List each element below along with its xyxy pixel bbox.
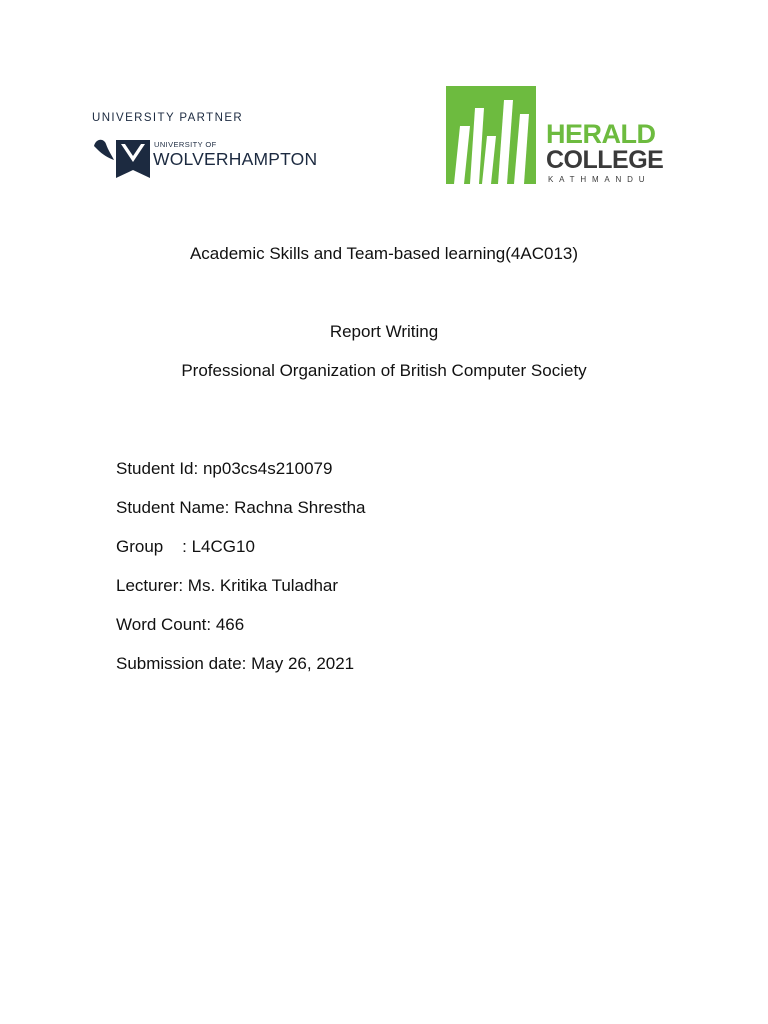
herald-college-logo	[446, 86, 666, 186]
word-count: Word Count: 466	[116, 615, 245, 634]
university-of-label: UNIVERSITY OF	[154, 140, 217, 149]
report-type: Report Writing	[329, 322, 439, 341]
student-name: Student Name: Rachna Shrestha	[116, 498, 366, 517]
report-topic: Professional Organization of British Computer Society	[181, 361, 587, 380]
lecturer: Lecturer: Ms. Kritika Tuladhar	[116, 576, 339, 595]
college-wordmark: COLLEGE	[546, 146, 664, 174]
wolverhampton-logo	[92, 112, 332, 184]
submission-date: Submission date: May 26, 2021	[116, 654, 355, 673]
module-title: Academic Skills and Team-based learning(4AC013)	[189, 244, 579, 263]
kathmandu-wordmark: KATHMANDU	[548, 175, 651, 184]
student-id: Student Id: np03cs4s210079	[116, 459, 333, 478]
wolverhampton-emblem-icon	[92, 136, 156, 180]
herald-emblem-icon	[446, 86, 536, 184]
herald-wordmark: HERALD	[546, 119, 656, 149]
wolverhampton-name: WOLVERHAMPTON	[153, 149, 318, 169]
university-partner-label: UNIVERSITY PARTNER	[92, 112, 244, 124]
group: Group : L4CG10	[116, 537, 255, 556]
